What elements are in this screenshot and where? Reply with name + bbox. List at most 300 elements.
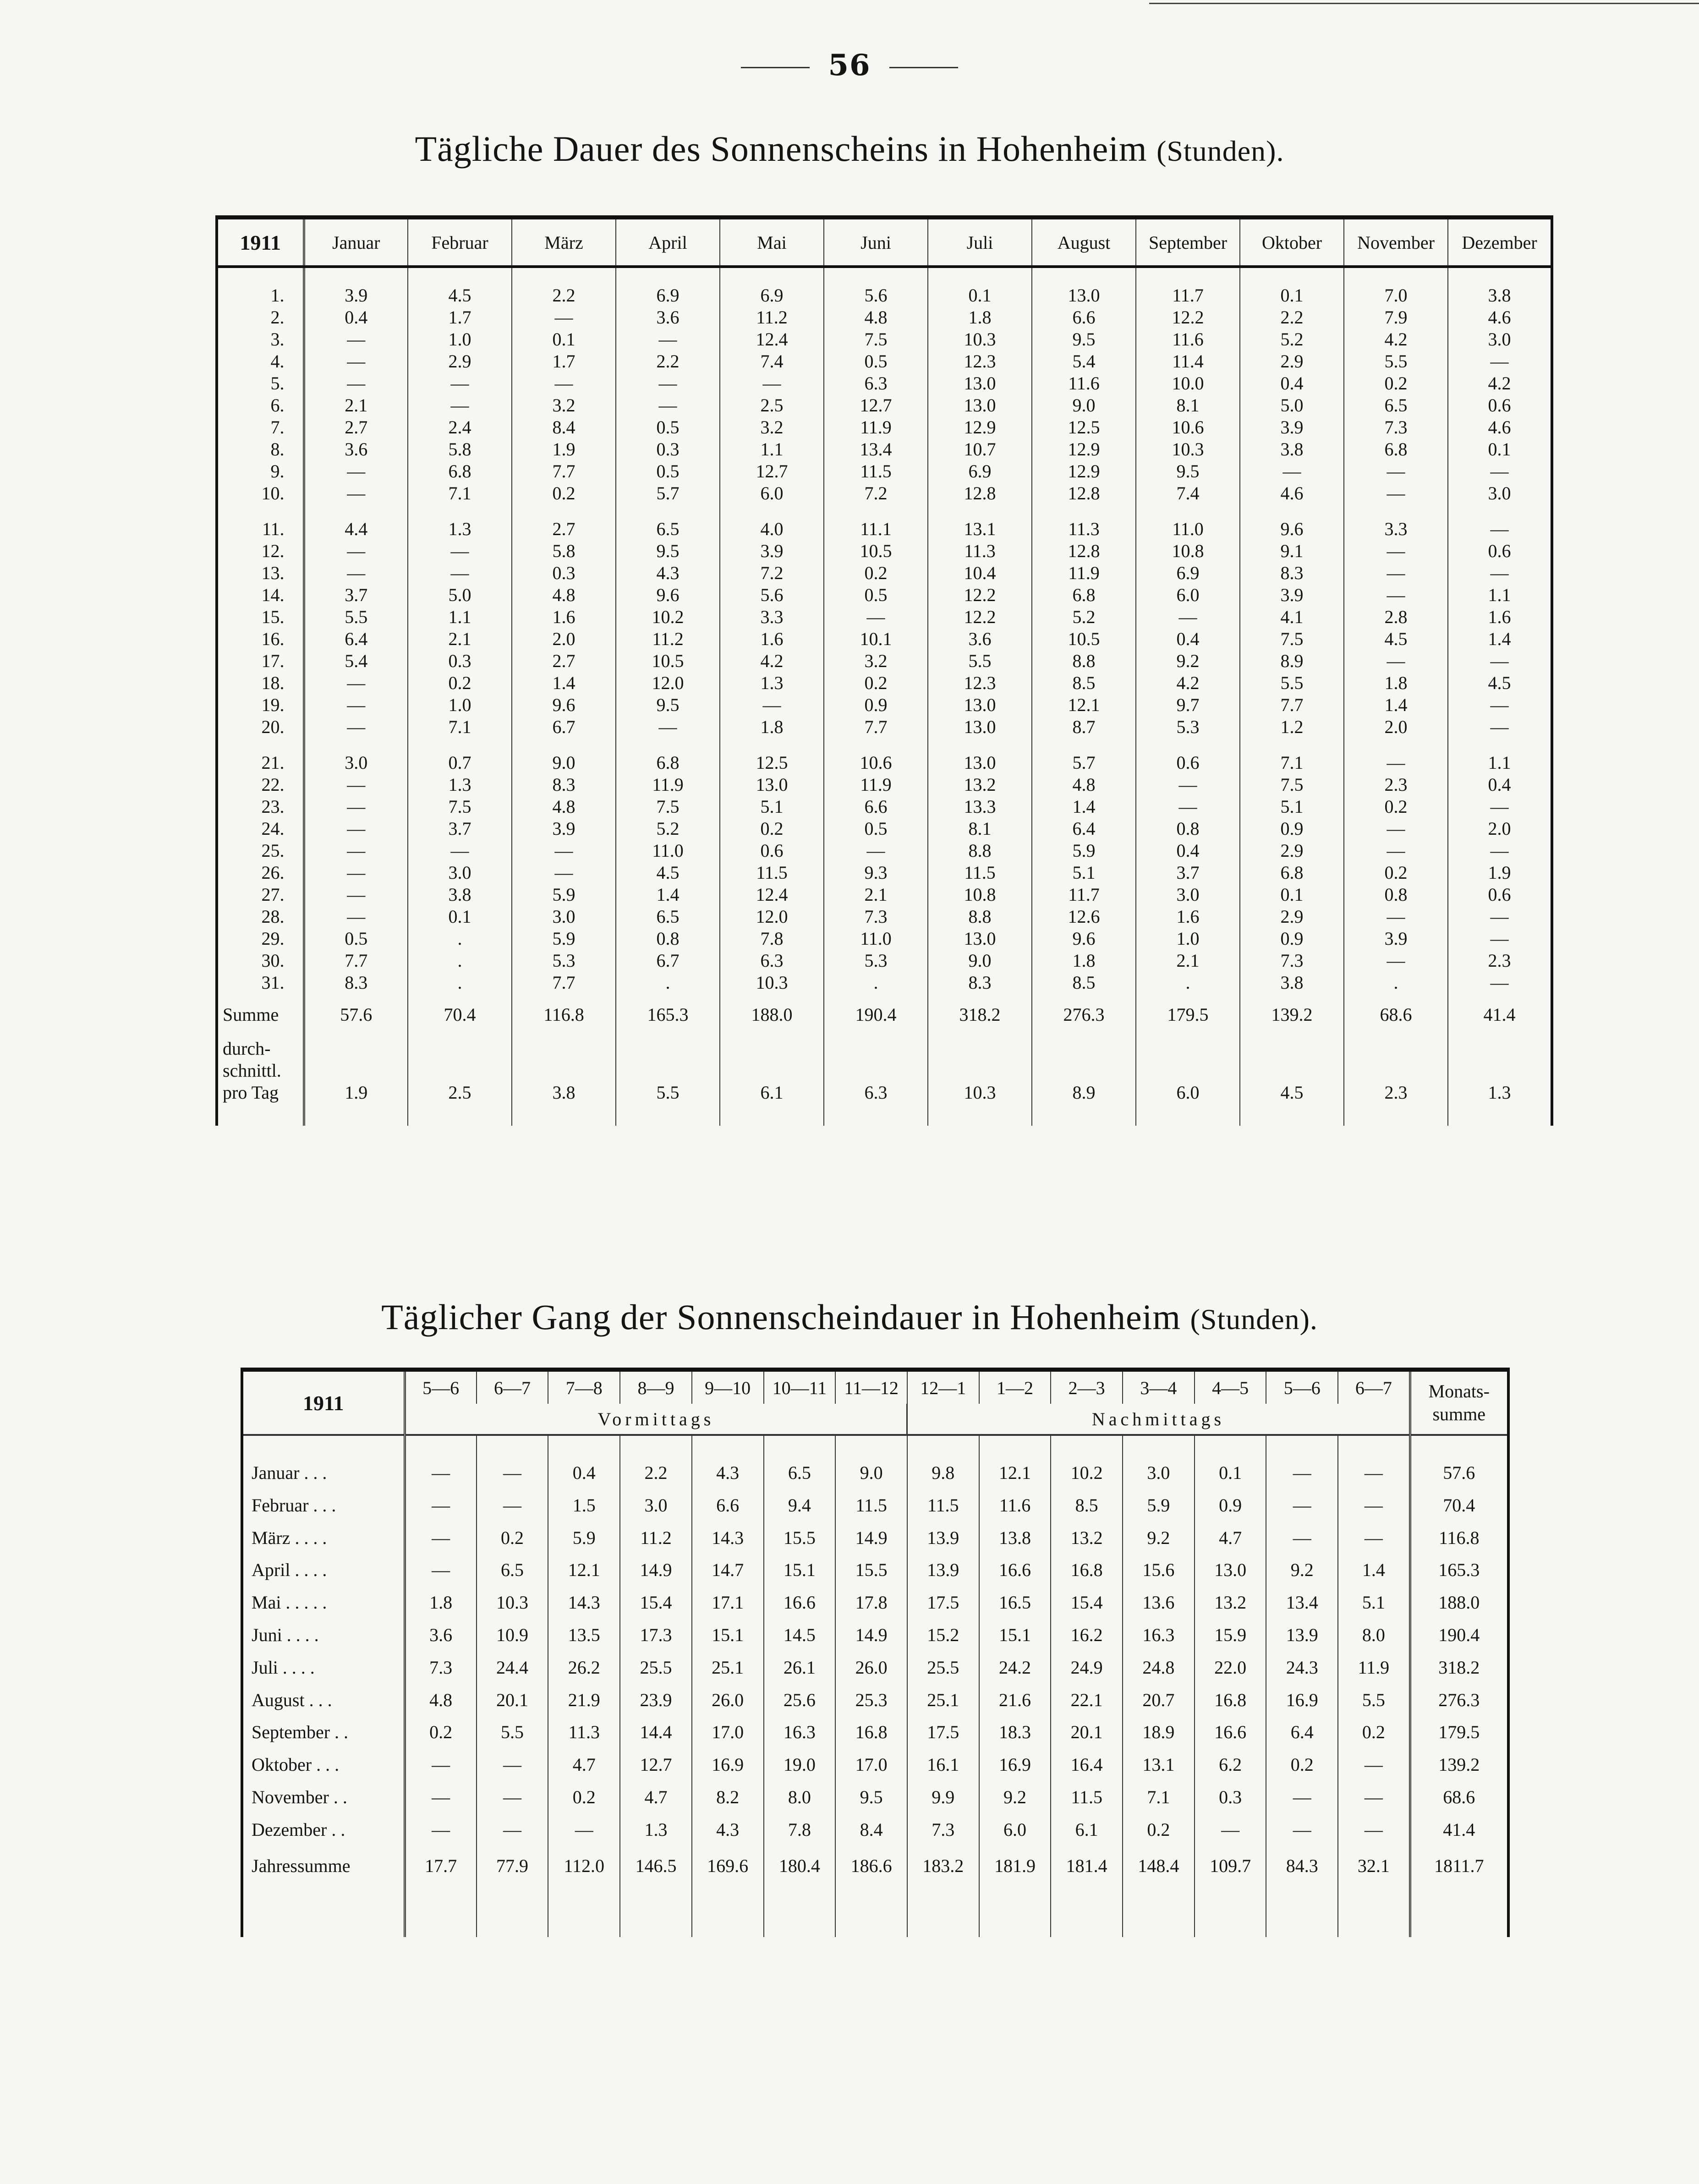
- table-cell: 17.0: [835, 1749, 907, 1781]
- spacer-cell: [616, 1107, 720, 1126]
- table-cell: 13.8: [979, 1522, 1051, 1555]
- monthly-sum-cell: 188.0: [1410, 1587, 1508, 1619]
- table-cell: —: [512, 840, 616, 862]
- table-cell: 9.2: [1136, 650, 1240, 672]
- table-cell: 14.4: [620, 1716, 692, 1749]
- table-cell: 7.7: [512, 460, 616, 482]
- month-header: April: [616, 218, 720, 267]
- table-cell: 2.1: [304, 394, 408, 416]
- hour-header: 7—8: [548, 1370, 620, 1404]
- table-cell: 25.5: [907, 1652, 979, 1684]
- sum-cell: 41.4: [1448, 994, 1552, 1026]
- day-label: 27.: [217, 884, 304, 906]
- table-cell: 11.9: [1338, 1652, 1410, 1684]
- table-cell: 11.7: [1032, 884, 1136, 906]
- table-cell: 5.9: [1032, 840, 1136, 862]
- table-cell: 3.6: [405, 1619, 477, 1652]
- table-cell: 7.8: [720, 928, 824, 950]
- spacer-cell: [616, 267, 720, 285]
- month-header: Februar: [408, 218, 512, 267]
- spacer-cell: [1266, 1882, 1338, 1937]
- table-cell: 16.9: [1266, 1684, 1338, 1717]
- group-header-row: [242, 1404, 1508, 1435]
- table-cell: 10.1: [824, 628, 928, 650]
- table-cell: 20.1: [1051, 1716, 1123, 1749]
- table-cell: 0.2: [1344, 372, 1448, 394]
- table-cell: —: [304, 884, 408, 906]
- table-cell: 15.1: [764, 1554, 836, 1587]
- table-cell: —: [1266, 1457, 1338, 1489]
- table-cell: 0.5: [616, 416, 720, 438]
- hour-header: 11—12: [835, 1370, 907, 1404]
- table-cell: —: [1136, 796, 1240, 818]
- table-cell: 1.0: [1136, 928, 1240, 950]
- table-cell: 5.8: [408, 438, 512, 460]
- table-cell: 16.5: [979, 1587, 1051, 1619]
- table-cell: 8.5: [1032, 672, 1136, 694]
- table-cell: 11.5: [720, 862, 824, 884]
- table-cell: 3.0: [408, 862, 512, 884]
- table-cell: 12.8: [1032, 482, 1136, 504]
- table-cell: —: [304, 694, 408, 716]
- table2-title-unit: (Stunden).: [1190, 1303, 1318, 1336]
- table-cell: 2.1: [408, 628, 512, 650]
- table-cell: —: [1344, 906, 1448, 928]
- table-cell: 13.2: [1051, 1522, 1123, 1555]
- table-cell: —: [1344, 584, 1448, 606]
- table-cell: —: [1266, 1814, 1338, 1846]
- table-cell: 4.5: [408, 285, 512, 307]
- table-cell: 8.3: [512, 774, 616, 796]
- spacer-cell: [720, 1107, 824, 1126]
- sum-label: Summe: [217, 994, 304, 1026]
- table-cell: 14.7: [692, 1554, 764, 1587]
- table-cell: 2.3: [1448, 950, 1552, 972]
- table-cell: 5.5: [1344, 350, 1448, 372]
- table-cell: 3.7: [1136, 862, 1240, 884]
- table-cell: 15.2: [907, 1619, 979, 1652]
- table-cell: 5.5: [304, 606, 408, 628]
- annual-sum-cell: 148.4: [1123, 1846, 1195, 1883]
- table-cell: 10.0: [1136, 372, 1240, 394]
- table-cell: 5.3: [1136, 716, 1240, 738]
- annual-sum-cell: 112.0: [548, 1846, 620, 1883]
- table-cell: 10.7: [928, 438, 1032, 460]
- hour-header: 12—1: [907, 1370, 979, 1404]
- table-cell: 10.6: [824, 752, 928, 774]
- table-cell: 10.9: [477, 1619, 548, 1652]
- table-cell: 17.3: [620, 1619, 692, 1652]
- spacer-cell: [1338, 1882, 1410, 1937]
- vormittags-label: Vormittags: [405, 1404, 907, 1435]
- spacer-cell: [907, 1435, 979, 1457]
- table-cell: 12.7: [720, 460, 824, 482]
- average-cell: 5.5: [616, 1026, 720, 1107]
- hour-header: 6—7: [477, 1370, 548, 1404]
- table-cell: 20.7: [1123, 1684, 1195, 1717]
- table-row: [217, 752, 1552, 774]
- average-label-line: durch-: [223, 1038, 271, 1059]
- table-cell: —: [720, 372, 824, 394]
- spacer-cell: [720, 738, 824, 752]
- table-cell: .: [616, 972, 720, 994]
- table-cell: 3.2: [512, 394, 616, 416]
- month-header: Oktober: [1240, 218, 1344, 267]
- table-cell: 13.4: [824, 438, 928, 460]
- spacer-cell: [304, 504, 408, 518]
- table-cell: 3.0: [620, 1489, 692, 1522]
- table-cell: 4.8: [824, 307, 928, 328]
- table-row: [217, 394, 1552, 416]
- table-row: [217, 416, 1552, 438]
- spacer-cell: [408, 267, 512, 285]
- table-cell: 4.8: [512, 584, 616, 606]
- spacer-cell: [928, 267, 1032, 285]
- table-cell: 0.2: [1123, 1814, 1195, 1846]
- table-cell: 8.0: [1338, 1619, 1410, 1652]
- table-cell: 9.2: [979, 1781, 1051, 1814]
- table-cell: 3.8: [408, 884, 512, 906]
- day-label: 3.: [217, 328, 304, 350]
- table-cell: 16.3: [764, 1716, 836, 1749]
- table-cell: 11.5: [907, 1489, 979, 1522]
- monthly-sum-cell: 70.4: [1410, 1489, 1508, 1522]
- table-cell: 7.3: [405, 1652, 477, 1684]
- table-cell: 11.2: [616, 628, 720, 650]
- table-cell: 12.3: [928, 672, 1032, 694]
- table-row: [217, 774, 1552, 796]
- table-cell: —: [1344, 752, 1448, 774]
- table-cell: 11.0: [616, 840, 720, 862]
- table-cell: —: [405, 1522, 477, 1555]
- table-cell: 1.4: [1338, 1554, 1410, 1587]
- table-cell: 1.6: [720, 628, 824, 650]
- table-cell: 3.0: [512, 906, 616, 928]
- table-row: [217, 285, 1552, 307]
- table-cell: —: [1448, 460, 1552, 482]
- day-label: 29.: [217, 928, 304, 950]
- table-cell: 8.1: [1136, 394, 1240, 416]
- table-cell: 6.2: [1195, 1749, 1266, 1781]
- spacer-cell: [692, 1882, 764, 1937]
- table-cell: 0.6: [1448, 540, 1552, 562]
- table-cell: 21.6: [979, 1684, 1051, 1717]
- table-cell: 3.0: [1136, 884, 1240, 906]
- table-cell: 4.5: [616, 862, 720, 884]
- table-cell: —: [304, 540, 408, 562]
- table-cell: 6.6: [1032, 307, 1136, 328]
- table-cell: 3.9: [1240, 584, 1344, 606]
- table-cell: 11.3: [928, 540, 1032, 562]
- table-cell: 0.2: [824, 672, 928, 694]
- table-row: [217, 950, 1552, 972]
- hour-header: 5—6: [405, 1370, 477, 1404]
- sum-cell: 116.8: [512, 994, 616, 1026]
- table-cell: 10.4: [928, 562, 1032, 584]
- table-cell: 0.3: [408, 650, 512, 672]
- table-cell: —: [408, 840, 512, 862]
- day-label: 4.: [217, 350, 304, 372]
- table-cell: 12.1: [1032, 694, 1136, 716]
- table-cell: 15.6: [1123, 1554, 1195, 1587]
- table-cell: —: [512, 862, 616, 884]
- table-cell: 1.1: [1448, 584, 1552, 606]
- top-rule: [1149, 3, 1699, 4]
- table-cell: —: [477, 1749, 548, 1781]
- table-cell: 17.1: [692, 1587, 764, 1619]
- table-cell: 0.1: [1240, 285, 1344, 307]
- table-cell: 0.5: [616, 460, 720, 482]
- monthly-sum-header-line: summe: [1432, 1404, 1486, 1424]
- table-cell: 13.0: [928, 694, 1032, 716]
- table-cell: 10.2: [1051, 1457, 1123, 1489]
- table-cell: 4.1: [1240, 606, 1344, 628]
- table-cell: 9.0: [512, 752, 616, 774]
- table-cell: 4.3: [616, 562, 720, 584]
- table-cell: 7.5: [1240, 774, 1344, 796]
- table-cell: 2.2: [512, 285, 616, 307]
- day-label: 7.: [217, 416, 304, 438]
- table-cell: 1.8: [928, 307, 1032, 328]
- table-cell: 1.3: [408, 774, 512, 796]
- table-cell: —: [824, 606, 928, 628]
- spacer-cell: [824, 1107, 928, 1126]
- table-cell: 13.0: [928, 716, 1032, 738]
- table-cell: 8.3: [928, 972, 1032, 994]
- table-cell: 11.9: [824, 416, 928, 438]
- table-cell: —: [1448, 518, 1552, 540]
- table-cell: 3.6: [616, 307, 720, 328]
- table-cell: 16.9: [979, 1749, 1051, 1781]
- table-cell: 5.5: [1338, 1684, 1410, 1717]
- table-cell: 15.5: [835, 1554, 907, 1587]
- table2-title-main: Täglicher Gang der Sonnenscheindauer in Hohenheim: [381, 1297, 1181, 1337]
- spacer-cell: [1448, 738, 1552, 752]
- table-cell: 5.1: [1240, 796, 1344, 818]
- table-cell: 5.7: [616, 482, 720, 504]
- table-cell: 9.6: [616, 584, 720, 606]
- table-cell: 8.3: [1240, 562, 1344, 584]
- table-cell: 12.2: [1136, 307, 1240, 328]
- spacer-row: [217, 504, 1552, 518]
- average-cell: 8.9: [1032, 1026, 1136, 1107]
- table-cell: 0.2: [824, 562, 928, 584]
- table-cell: 6.6: [692, 1489, 764, 1522]
- spacer-cell: [1032, 1107, 1136, 1126]
- table-cell: 12.9: [928, 416, 1032, 438]
- table-cell: 5.6: [824, 285, 928, 307]
- table-cell: 0.5: [824, 350, 928, 372]
- table-cell: —: [512, 372, 616, 394]
- spacer-cell: [1448, 1107, 1552, 1126]
- table-cell: 7.0: [1344, 285, 1448, 307]
- table-cell: 9.8: [907, 1457, 979, 1489]
- table-cell: —: [304, 372, 408, 394]
- table-cell: 1.5: [548, 1489, 620, 1522]
- table-cell: 3.6: [304, 438, 408, 460]
- table-row: [242, 1522, 1508, 1555]
- table-cell: 13.6: [1123, 1587, 1195, 1619]
- table-cell: 4.7: [548, 1749, 620, 1781]
- table-cell: 3.8: [1448, 285, 1552, 307]
- table-cell: 10.5: [824, 540, 928, 562]
- spacer-cell: [217, 738, 304, 752]
- annual-sum-cell: 84.3: [1266, 1846, 1338, 1883]
- annual-sum-cell: 181.4: [1051, 1846, 1123, 1883]
- monthly-sum-cell: 179.5: [1410, 1716, 1508, 1749]
- average-label: [217, 1026, 304, 1107]
- table1-title: [0, 128, 1699, 170]
- table-cell: 4.8: [512, 796, 616, 818]
- table-cell: 1.6: [1448, 606, 1552, 628]
- table-cell: 10.6: [1136, 416, 1240, 438]
- table-cell: 1.3: [620, 1814, 692, 1846]
- month-header: Mai: [720, 218, 824, 267]
- table-cell: 25.5: [620, 1652, 692, 1684]
- month-header: Juli: [928, 218, 1032, 267]
- table-cell: 3.3: [1344, 518, 1448, 540]
- table-row: [242, 1457, 1508, 1489]
- spacer-cell: [1410, 1882, 1508, 1937]
- hour-header: 4—5: [1195, 1370, 1266, 1404]
- spacer-cell: [1051, 1882, 1123, 1937]
- table-cell: —: [408, 562, 512, 584]
- table-cell: 1.8: [720, 716, 824, 738]
- table-cell: 11.5: [1051, 1781, 1123, 1814]
- table-cell: —: [548, 1814, 620, 1846]
- table-cell: 6.9: [1136, 562, 1240, 584]
- table-cell: .: [408, 950, 512, 972]
- table-cell: 4.3: [692, 1814, 764, 1846]
- table-cell: 12.9: [1032, 438, 1136, 460]
- table-cell: 6.5: [477, 1554, 548, 1587]
- table-cell: 7.4: [720, 350, 824, 372]
- nachmittags-label: Nachmittags: [907, 1404, 1410, 1435]
- spacer-cell: [1344, 267, 1448, 285]
- table-cell: 9.2: [1266, 1554, 1338, 1587]
- table-cell: —: [1266, 1781, 1338, 1814]
- table-cell: 12.8: [1032, 540, 1136, 562]
- table-cell: 13.0: [928, 372, 1032, 394]
- table-cell: 6.0: [720, 482, 824, 504]
- hour-header: 5—6: [1266, 1370, 1338, 1404]
- spacer-cell: [979, 1435, 1051, 1457]
- table-cell: 15.4: [1051, 1587, 1123, 1619]
- table-cell: 15.9: [1195, 1619, 1266, 1652]
- table-cell: 3.0: [1448, 482, 1552, 504]
- table-cell: 3.6: [928, 628, 1032, 650]
- month-header: Juni: [824, 218, 928, 267]
- table-cell: 13.2: [1195, 1587, 1266, 1619]
- spacer-cell: [835, 1882, 907, 1937]
- spacer-cell: [616, 738, 720, 752]
- monthly-sum-header-line: Monats-: [1428, 1381, 1490, 1401]
- table-cell: 6.3: [824, 372, 928, 394]
- table-cell: 0.4: [304, 307, 408, 328]
- average-cell: 6.3: [824, 1026, 928, 1107]
- table-cell: 9.0: [1032, 394, 1136, 416]
- table-cell: 6.7: [512, 716, 616, 738]
- table-cell: 0.1: [1448, 438, 1552, 460]
- table-cell: 13.0: [1195, 1554, 1266, 1587]
- day-label: 25.: [217, 840, 304, 862]
- spacer-cell: [928, 738, 1032, 752]
- table-cell: 1.3: [720, 672, 824, 694]
- table-cell: 6.8: [408, 460, 512, 482]
- table-cell: 7.3: [1240, 950, 1344, 972]
- table-cell: 1.8: [405, 1587, 477, 1619]
- table-cell: 2.2: [616, 350, 720, 372]
- table-cell: 7.9: [1344, 307, 1448, 328]
- table-cell: —: [1448, 796, 1552, 818]
- table-cell: 14.5: [764, 1619, 836, 1652]
- table-cell: —: [1448, 350, 1552, 372]
- table-cell: —: [1338, 1457, 1410, 1489]
- table-cell: —: [1448, 694, 1552, 716]
- table-cell: 12.1: [548, 1554, 620, 1587]
- table-cell: 16.6: [979, 1554, 1051, 1587]
- sum-cell: 190.4: [824, 994, 928, 1026]
- month-label: Oktober . . .: [242, 1749, 405, 1781]
- table-cell: 11.0: [1136, 518, 1240, 540]
- table-cell: 0.2: [405, 1716, 477, 1749]
- table-cell: —: [304, 862, 408, 884]
- spacer-row: [242, 1882, 1508, 1937]
- table-row: [217, 694, 1552, 716]
- spacer-cell: [512, 1107, 616, 1126]
- table-cell: —: [1448, 906, 1552, 928]
- table-cell: 26.2: [548, 1652, 620, 1684]
- table-cell: —: [1448, 928, 1552, 950]
- table-cell: 9.3: [824, 862, 928, 884]
- table-cell: 13.1: [1123, 1749, 1195, 1781]
- monthly-sum-cell: 165.3: [1410, 1554, 1508, 1587]
- table-cell: 2.0: [1344, 716, 1448, 738]
- hour-header: 6—7: [1338, 1370, 1410, 1404]
- sum-cell: 188.0: [720, 994, 824, 1026]
- table-row: [217, 884, 1552, 906]
- table-cell: 7.5: [616, 796, 720, 818]
- table-cell: 16.4: [1051, 1749, 1123, 1781]
- day-label: 23.: [217, 796, 304, 818]
- table-cell: 9.7: [1136, 694, 1240, 716]
- table-cell: 2.9: [408, 350, 512, 372]
- table-cell: 6.4: [1266, 1716, 1338, 1749]
- day-label: 19.: [217, 694, 304, 716]
- table-cell: 6.8: [1344, 438, 1448, 460]
- spacer-cell: [477, 1882, 548, 1937]
- table-cell: 14.3: [548, 1587, 620, 1619]
- table-cell: —: [1338, 1814, 1410, 1846]
- table-cell: 12.5: [720, 752, 824, 774]
- table-cell: —: [304, 460, 408, 482]
- table-cell: —: [477, 1489, 548, 1522]
- table-cell: 2.8: [1344, 606, 1448, 628]
- month-label: März . . . .: [242, 1522, 405, 1555]
- table-cell: 6.8: [1240, 862, 1344, 884]
- table-cell: 10.5: [616, 650, 720, 672]
- month-header: September: [1136, 218, 1240, 267]
- table-cell: —: [304, 350, 408, 372]
- table-cell: 11.6: [1136, 328, 1240, 350]
- average-cell: 6.0: [1136, 1026, 1240, 1107]
- table-cell: 5.2: [1240, 328, 1344, 350]
- table-cell: —: [616, 394, 720, 416]
- average-label-line: pro Tag: [223, 1082, 279, 1103]
- table-cell: —: [405, 1489, 477, 1522]
- table-cell: 4.8: [405, 1684, 477, 1717]
- table-cell: 0.4: [1136, 840, 1240, 862]
